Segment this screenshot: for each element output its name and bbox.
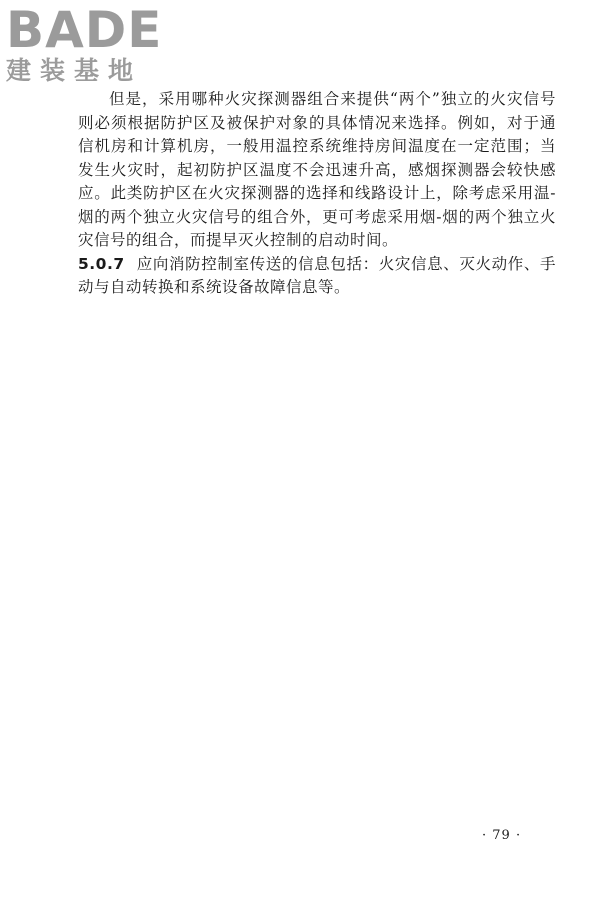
clause-text: 应向消防控制室传送的信息包括：火灾信息、灭火动作、手动与自动转换和系统设备故障信息等。 (78, 254, 556, 296)
page-number: · 79 · (482, 828, 522, 843)
body-paragraph: 但是，采用哪种火灾探测器组合来提供“两个”独立的火灾信号则必须根据防护区及被保护对象的具体情况来选择。例如，对于通信机房和计算机房，一般用温控系统维持房间温度在一定范围；当发生火灾时，起初防护区温度不会迅速升高，感烟探测器会较快感应。此类防护区在火灾探测器的选择和线路设计上，除考虑采用温-烟的两个独立火灾信号的组合外，更可考虑采用烟-烟的两个独立火灾信号的组合，而提早灭火控制的启动时间。 (78, 90, 556, 249)
clause-5-0-7 (78, 253, 556, 300)
clause-number: 5.0.7 (78, 254, 125, 273)
page-body (78, 88, 556, 300)
watermark-logo (6, 1, 176, 86)
watermark-chinese: 建装基地 (6, 56, 143, 85)
watermark-latin: BADE (6, 1, 163, 59)
